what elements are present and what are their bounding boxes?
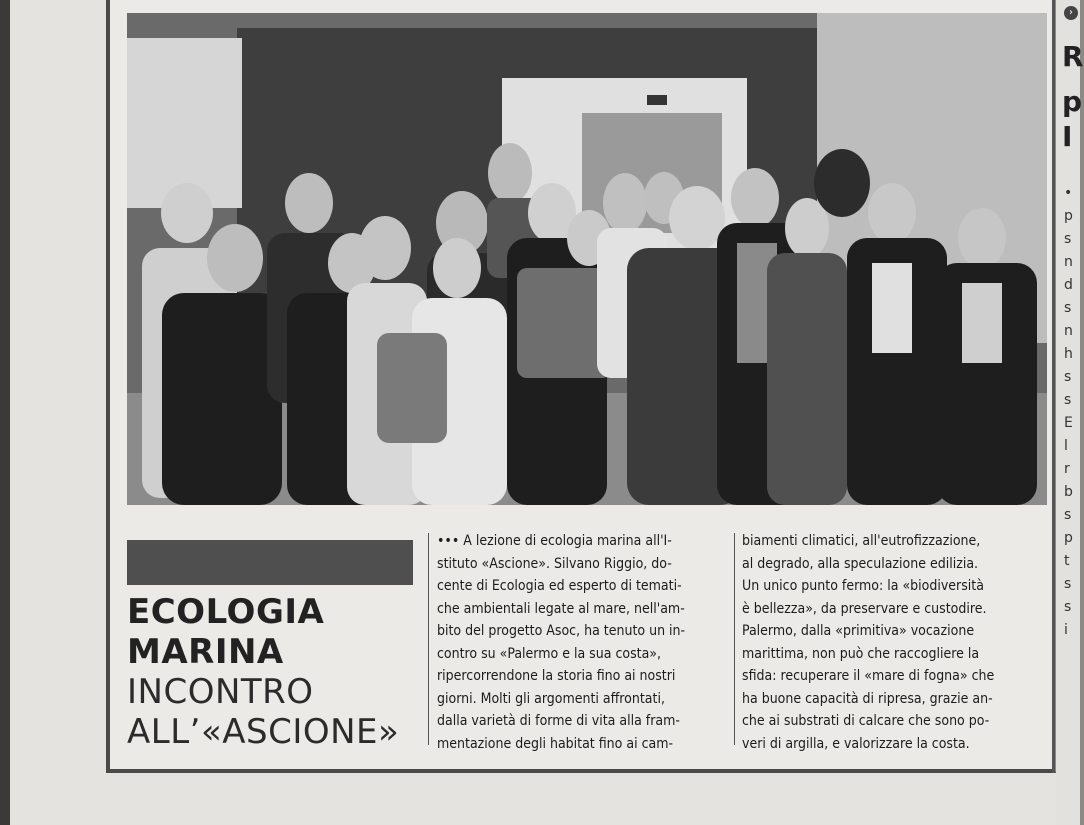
column-divider-right xyxy=(734,533,735,745)
adjacent-letter: s xyxy=(1064,507,1072,523)
adjacent-letter: p xyxy=(1064,530,1073,546)
adjacent-letter: s xyxy=(1064,576,1072,592)
body-line: sfida: recuperare il «mare di fogna» che xyxy=(742,668,995,684)
adjacent-letter: l xyxy=(1064,438,1068,454)
adjacent-letter: s xyxy=(1064,369,1072,385)
column-divider-left xyxy=(428,533,429,745)
body-line: giorni. Molti gli argomenti affrontati, xyxy=(437,690,665,707)
article-column-1 xyxy=(437,530,723,755)
body-line: cente di Ecologia ed esperto di temati- xyxy=(437,578,682,594)
body-line: dalla varietà di forme di vita alla fram- xyxy=(437,713,680,729)
adjacent-letter: d xyxy=(1064,277,1073,293)
article-column-2 xyxy=(742,530,1052,755)
adjacent-letter: r xyxy=(1064,461,1070,477)
adjacent-letter: • xyxy=(1064,185,1073,201)
body-line: veri di argilla, e valorizzare la costa. xyxy=(742,735,970,752)
body-line: mentazione degli habitat fino ai cam- xyxy=(437,735,674,752)
body-line: marittima, non può che raccogliere la xyxy=(742,645,980,662)
body-line: ripercorrendone la storia fino ai nostri xyxy=(437,668,676,684)
arrow-icon: › xyxy=(1064,6,1078,20)
adjacent-letter: s xyxy=(1064,599,1072,615)
headline-line-2: MARINA xyxy=(127,632,284,672)
group-photo xyxy=(127,13,1047,505)
adjacent-letter: p xyxy=(1062,85,1083,118)
adjacent-letter: s xyxy=(1064,300,1072,316)
body-line: ••• A lezione di ecologia marina all'I- xyxy=(437,533,672,549)
adjacent-letter: b xyxy=(1064,484,1073,500)
adjacent-letter: i xyxy=(1064,622,1068,638)
headline xyxy=(127,592,427,752)
adjacent-letter: t xyxy=(1064,553,1070,569)
adjacent-article-strip xyxy=(1056,0,1084,825)
body-line: bito del progetto Asoc, ha tenuto un in- xyxy=(437,623,686,639)
adjacent-letter: p xyxy=(1064,208,1073,224)
adjacent-letter: n xyxy=(1064,254,1073,270)
body-line: che ai substrati di calcare che sono po- xyxy=(742,713,990,729)
body-line: Un unico punto fermo: la «biodiversità xyxy=(742,578,984,594)
section-bar xyxy=(127,540,413,585)
headline-line-4: ALL’«ASCIONE» xyxy=(127,712,400,752)
body-line: è bellezza», da preservare e custodire. xyxy=(742,600,987,617)
body-line: contro su «Palermo e la sua costa», xyxy=(437,645,661,662)
adjacent-letter: R xyxy=(1062,40,1084,73)
body-line: stituto «Ascione». Silvano Riggio, do- xyxy=(437,555,672,572)
body-line: Palermo, dalla «primitiva» vocazione xyxy=(742,623,975,639)
page-shadow xyxy=(0,0,10,825)
adjacent-letter: h xyxy=(1064,346,1073,362)
headline-line-3: INCONTRO xyxy=(127,672,314,712)
body-line: ha buone capacità di ripresa, grazie an- xyxy=(742,690,993,707)
column-border xyxy=(1052,0,1055,773)
adjacent-letter: s xyxy=(1064,231,1072,247)
headline-line-1: ECOLOGIA xyxy=(127,592,325,632)
adjacent-letter: E xyxy=(1064,415,1073,431)
adjacent-letter: I xyxy=(1062,120,1073,153)
body-line: che ambientali legate al mare, nell'am- xyxy=(437,600,685,617)
adjacent-letter: n xyxy=(1064,323,1073,339)
body-line: biamenti climatici, all'eutrofizzazione, xyxy=(742,533,981,549)
adjacent-letter: s xyxy=(1064,392,1072,408)
body-line: al degrado, alla speculazione edilizia. xyxy=(742,555,979,572)
